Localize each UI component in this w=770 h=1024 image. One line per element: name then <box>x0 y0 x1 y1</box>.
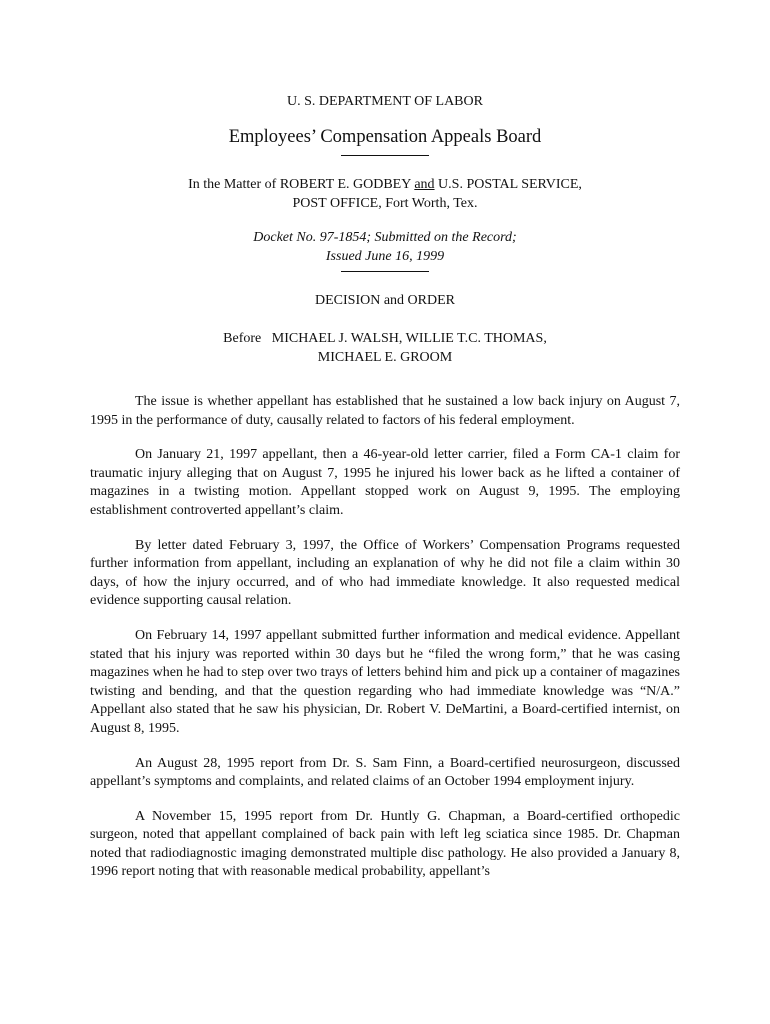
docket-divider <box>341 271 429 272</box>
header-divider <box>341 155 429 156</box>
matter-line2: POST OFFICE, Fort Worth, Tex. <box>292 196 478 211</box>
decision-title: DECISION and ORDER <box>315 293 455 308</box>
matter-conjunction: and <box>414 177 435 192</box>
matter-prefix: In the Matter of ROBERT E. GODBEY <box>188 177 415 192</box>
body-paragraph: The issue is whether appellant has established that he sustained a low back injury on August 7, 1995 in the performance of duty, causally related to factors of his federal employment. <box>90 394 680 428</box>
body-paragraph: On February 14, 1997 appellant submitted further information and medical evidence. Appellant stated that his injury was reported within 30 days but he “filed the wrong form,” that he was casing magazines when he had to step over two trays of letters behind him and pick up a container of magazines twisting and bending, and that the question regarding who had immediate knowledge was “N/A.” Appellant also stated that he saw his physician, Dr. Robert V. DeMartini, a Board-certified internist, on August 8, 1995. <box>90 627 680 736</box>
docket-info <box>90 228 680 266</box>
body-paragraph: By letter dated February 3, 1997, the Office of Workers’ Compensation Programs requested further information from appellant, including an explanation of why he did not file a claim within 30 days, of how the injury occurred, and of who had immediate knowledge. It also requested medical evidence supporting causal relation. <box>90 537 680 609</box>
panel-members <box>90 329 680 367</box>
body-paragraph: On January 21, 1997 appellant, then a 46-year-old letter carrier, filed a Form CA-1 claim for traumatic injury alleging that on August 7, 1995 he injured his lower back as he lifted a container of magazines in a twisting motion. Appellant stopped work on August 9, 1995. The employing establishment controverted appellant’s claim. <box>90 447 680 518</box>
body-paragraph: An August 28, 1995 report from Dr. S. Sam Finn, a Board-certified neurosurgeon, discussed appellant’s symptoms and complaints, and related claims of an October 1994 employment injury. <box>90 755 680 790</box>
body-paragraph: A November 15, 1995 report from Dr. Huntly G. Chapman, a Board-certified orthopedic surgeon, noted that appellant complained of back pain with left leg sciatica since 1985. Dr. Chapman noted that radiodiagnostic imaging demonstrated multiple disc pathology. He also provided a January 8, 1996 report noting that with reasonable medical probability, appellant’s <box>90 808 680 880</box>
panel-line1: Before MICHAEL J. WALSH, WILLIE T.C. THOMAS, <box>223 331 547 346</box>
board-title: Employees’ Compensation Appeals Board <box>228 127 542 147</box>
matter-line1-suffix: U.S. POSTAL SERVICE, <box>434 177 582 192</box>
matter-caption <box>90 175 680 213</box>
panel-line2: MICHAEL E. GROOM <box>317 350 453 365</box>
document-body <box>90 393 680 882</box>
docket-line2: Issued June 16, 1999 <box>325 249 445 264</box>
department-heading: U. S. DEPARTMENT OF LABOR <box>287 94 483 109</box>
docket-line1: Docket No. 97-1854; Submitted on the Record; <box>253 230 517 245</box>
